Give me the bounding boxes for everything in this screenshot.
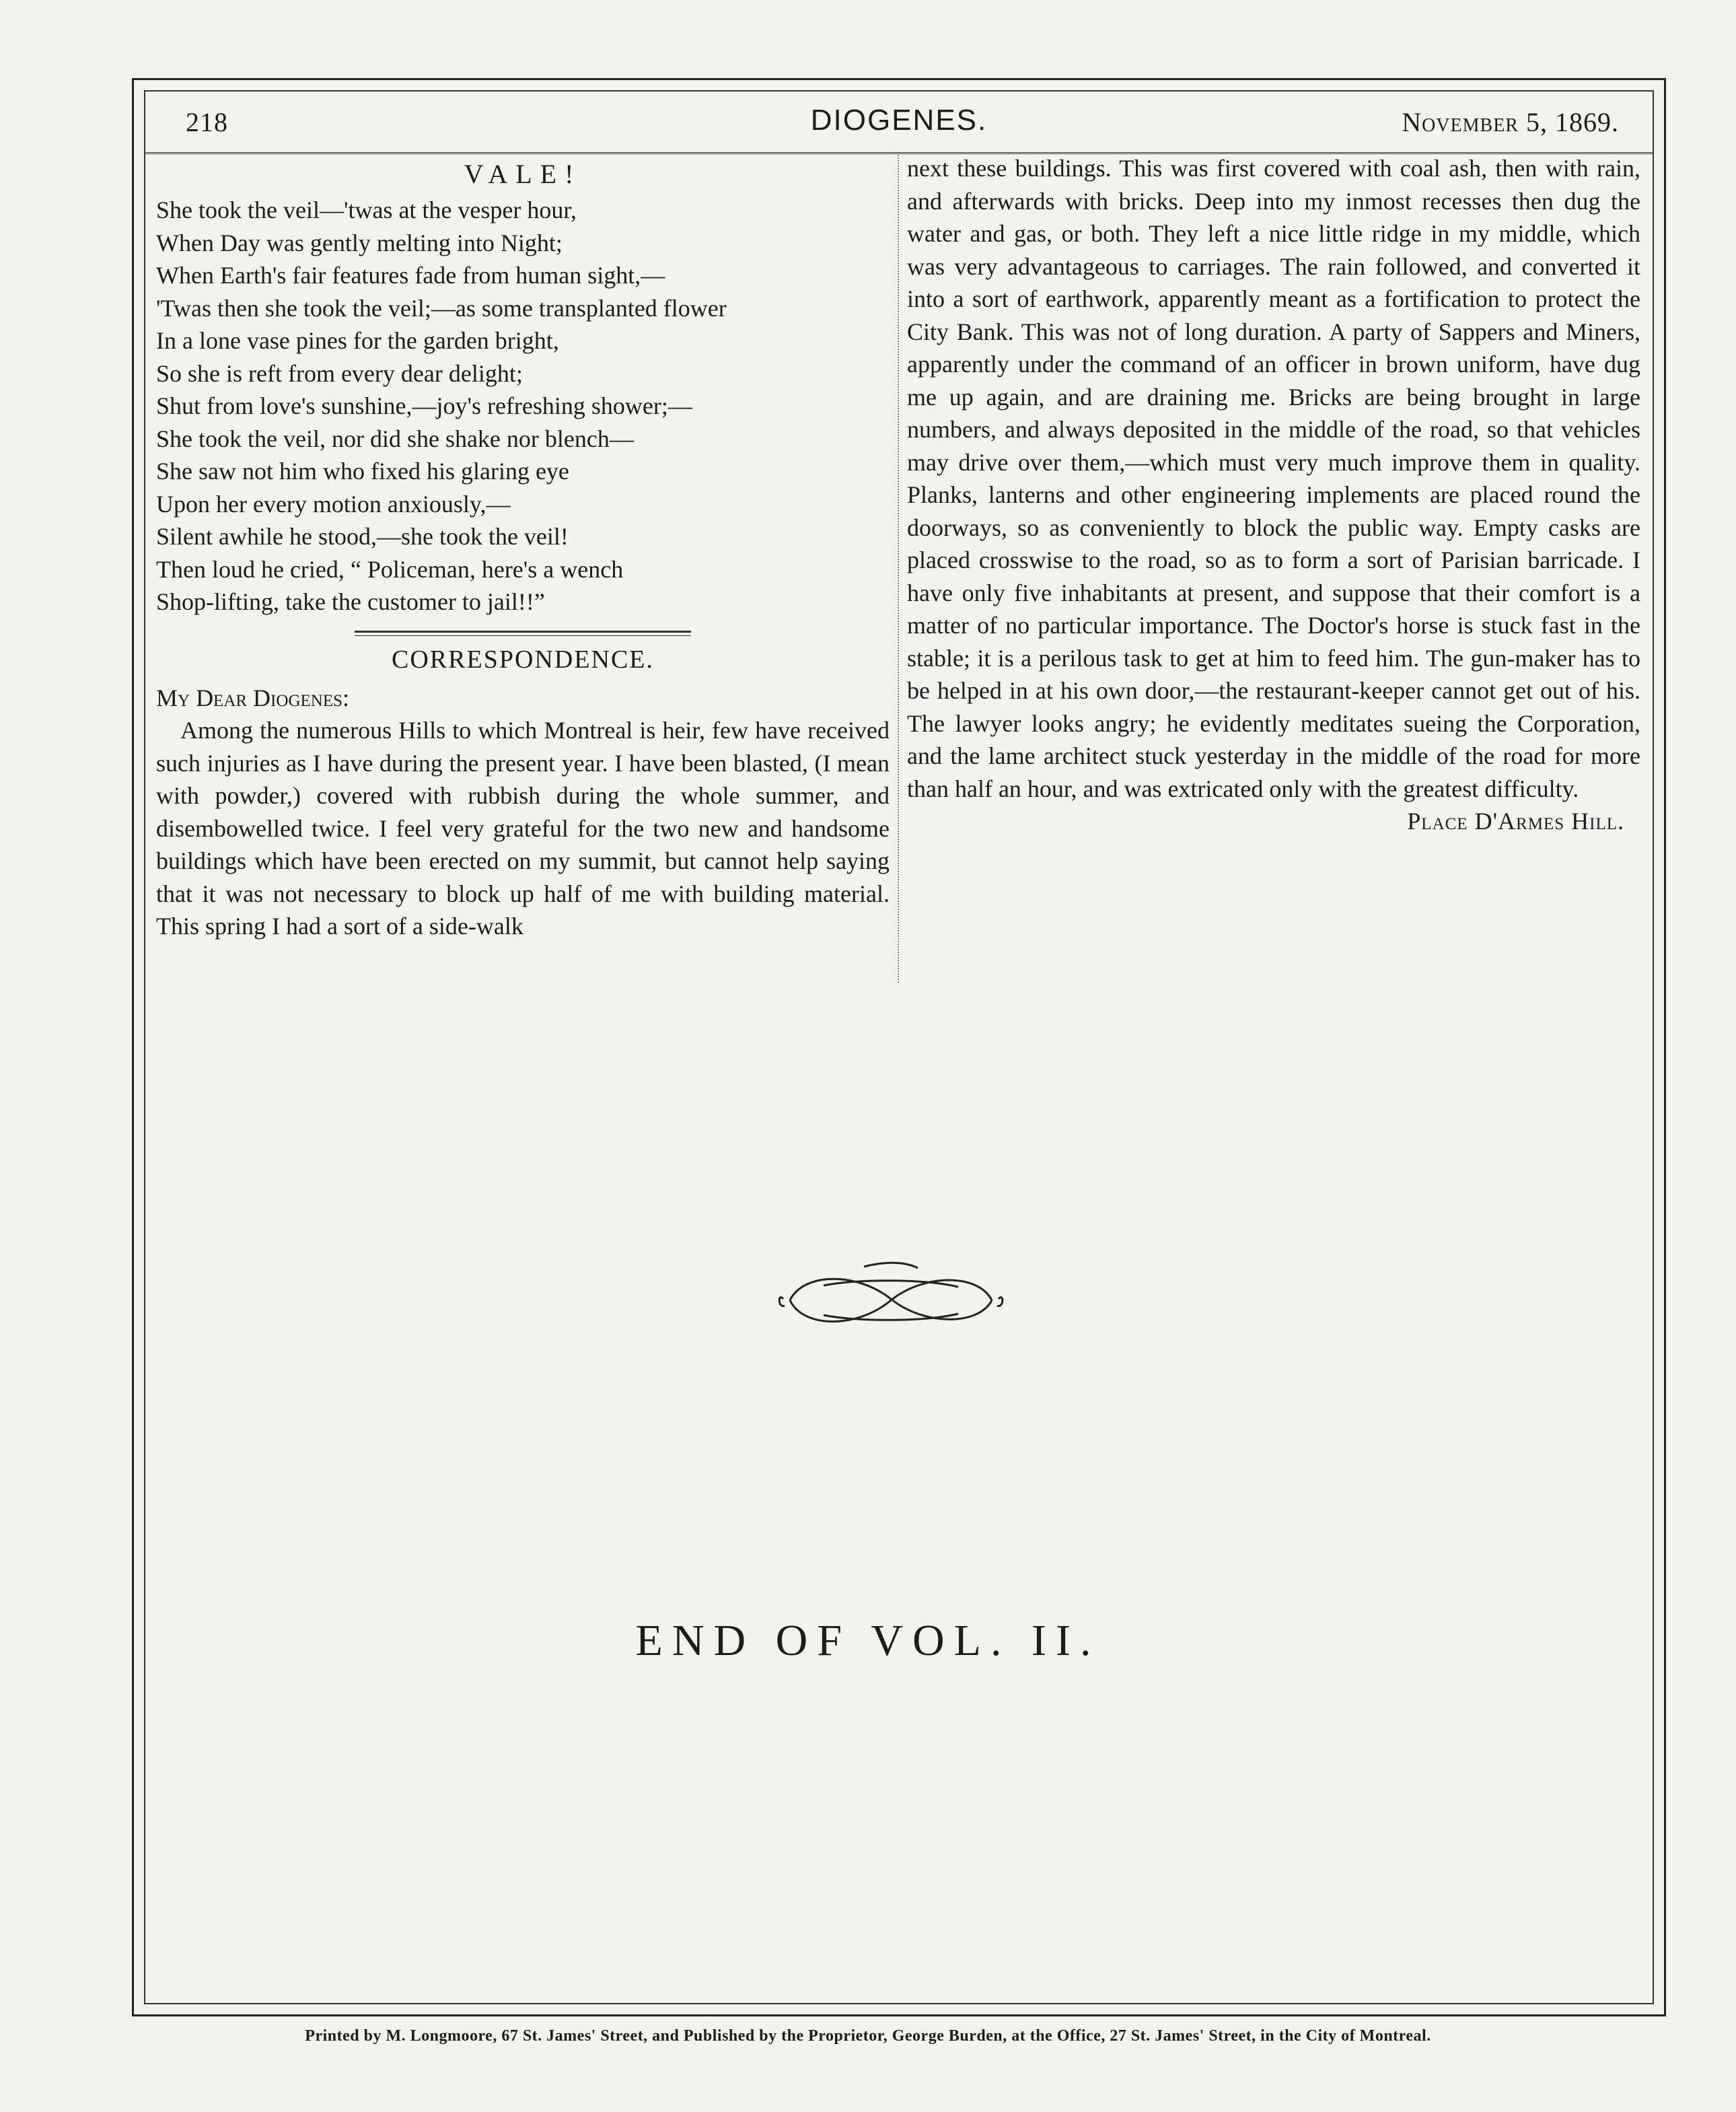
flourish-ornament <box>776 1259 1005 1339</box>
letter-signature: Place D'Armes Hill. <box>1407 808 1624 835</box>
poem-line: She took the veil—'twas at the vesper hour, <box>156 197 577 223</box>
poem-line: Upon her every motion anxiously,— <box>156 490 511 518</box>
poem-line: Then loud he cried, “ Policeman, here's a wench <box>156 555 624 583</box>
right-column <box>907 152 1640 838</box>
correspondence-heading: CORRESPONDENCE. <box>392 645 654 674</box>
printer-imprint: Printed by M. Longmoore, 67 St. James' Street, and Published by the Proprietor, George Burden, at the Office, 27 St. James' Street, in the City of Montreal. <box>305 2027 1431 2045</box>
letter-body-left: Among the numerous Hills to which Montreal is heir, few have received such injuries as I have during the present year. I have been blasted, (I mean with powder,) covered with rubbish during the whole summer, and disembowelled twice. I feel very grateful for the two new and handsome buildings which have been erected on my summit, but cannot help saying that it was not necessary to block up half of me with building material. This spring I had a sort of a side-walk <box>156 717 890 940</box>
poem <box>156 194 890 619</box>
poem-line: Shop-lifting, take the customer to jail!!” <box>156 588 545 615</box>
publication-title: DIOGENES. <box>810 104 988 137</box>
end-of-volume-notice: END OF VOL. II. <box>635 1616 1101 1665</box>
left-column <box>156 159 890 943</box>
poem-line: She took the veil, nor did she shake nor blench— <box>156 425 634 452</box>
issue-date: November 5, 1869. <box>1402 107 1619 137</box>
poem-line: When Earth's fair features fade from human sight,— <box>156 262 665 289</box>
poem-line: She saw not him who fixed his glaring eye <box>156 458 569 485</box>
poem-title: VALE! <box>464 159 582 189</box>
section-separator <box>355 631 691 636</box>
page-number: 218 <box>186 107 228 137</box>
poem-line: So she is reft from every dear delight; <box>156 359 523 387</box>
poem-line: In a lone vase pines for the garden bright, <box>156 327 559 354</box>
poem-line: Shut from love's sunshine,—joy's refreshing shower;— <box>156 392 692 419</box>
poem-line: 'Twas then she took the veil;—as some transplanted flower <box>156 294 727 322</box>
poem-line: Silent awhile he stood,—she took the veil! <box>156 523 569 550</box>
masthead <box>144 90 1654 155</box>
letter-salutation: My Dear Diogenes: <box>156 684 349 711</box>
letter-body-right: next these buildings. This was first covered with coal ash, then with rain, and afterwards with bricks. Deep into my inmost recesses then dug the water and gas, or both. They left a nice little ridge in my middle, which was very advantageous to carriages. The rain followed, and converted it into a sort of earthwork, apparently meant as a fortification to protect the City Bank. This was not of long duration. A party of Sappers and Miners, apparently under the command of an officer in brown uniform, have dug me up again, and are draining me. Bricks are being brought in large numbers, and always deposited in the middle of the road, so that vehicles may drive over them,—which must very much improve them in quality. Planks, lanterns and other engineering implements are placed round the doorways, so as conveniently to block the public way. Empty casks are placed crosswise to the road, so as to form a sort of Parisian barricade. I have only five inhabitants at present, and suppose that their comfort is a matter of no particular importance. The Doctor's horse is stuck fast in the stable; it is a perilous task to get at him to feed him. The gun-maker has to be helped in at his own door,—the restaurant-keeper cannot get out of his. The lawyer looks angry; he evidently meditates sueing the Corporation, and the lame architect stuck yesterday in the middle of the road for more than half an hour, and was extricated only with the greatest difficulty. <box>907 155 1640 802</box>
column-divider <box>898 155 899 983</box>
poem-line: When Day was gently melting into Night; <box>156 229 563 256</box>
